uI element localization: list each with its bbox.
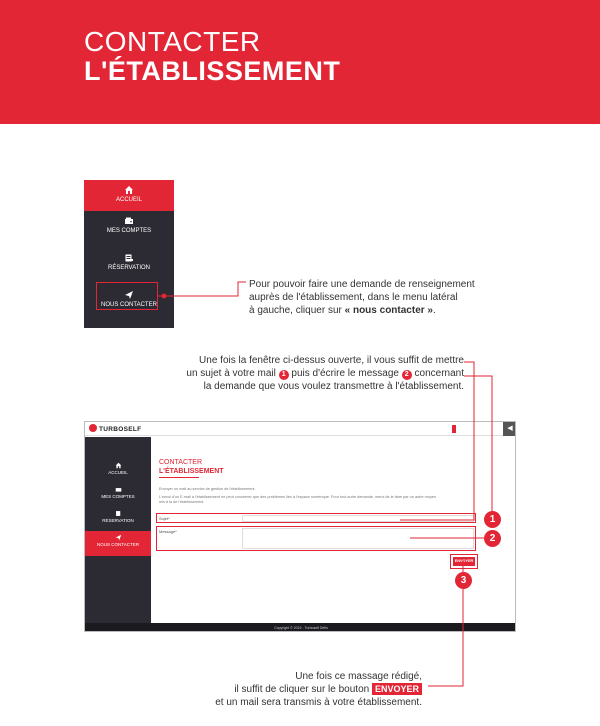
message-row <box>156 526 476 551</box>
arrow-left-icon: ◀ <box>507 425 513 432</box>
turboself-logo <box>89 424 141 433</box>
instruction-line: Une fois la fenêtre ci-dessus ouverte, il vous suffit de mettre <box>199 355 464 366</box>
instruction-form <box>140 354 464 393</box>
nous-contacter-highlight <box>96 282 158 310</box>
intro-text: mis à la de l'établissement. <box>159 500 205 504</box>
logo-icon <box>89 424 97 432</box>
badge-one: 1 <box>279 370 289 380</box>
instruction-line: et un mail sera transmis à votre établissement. <box>215 697 422 708</box>
instruction-menu <box>249 278 529 317</box>
instruction-line: auprès de l'établissement, dans le menu latéral <box>249 292 458 303</box>
calendar-icon <box>115 510 122 517</box>
instruction-line: puis d'écrire le message <box>288 368 402 379</box>
logout-button[interactable] <box>503 422 516 436</box>
message-label: Message* <box>159 529 177 534</box>
calendar-icon <box>124 253 134 263</box>
intro-text: Envoyer un mail au service de gestion de l'établissement. <box>159 487 256 491</box>
menu-item-label: MES COMPTES <box>106 228 152 234</box>
badge-two: 2 <box>402 370 412 380</box>
sidebar-item-mes-comptes[interactable] <box>85 483 151 505</box>
contact-page-screenshot <box>84 421 516 632</box>
top-bar <box>85 422 516 436</box>
instruction-punct: . <box>432 305 436 316</box>
wallet-icon <box>115 486 122 493</box>
marker-1: 1 <box>484 511 501 528</box>
send-button[interactable]: ENVOYER <box>453 557 475 566</box>
home-icon <box>124 185 134 195</box>
logo-text: TURBOSELF <box>99 426 142 433</box>
contact-title-line2: L'ÉTABLISSEMENT <box>159 468 224 475</box>
sidebar-item-accueil[interactable] <box>85 459 151 481</box>
screenshot-main <box>151 437 516 623</box>
sidebar-item-nous-contacter[interactable] <box>85 531 151 556</box>
sidebar-item-label: MES COMPTES <box>101 494 135 499</box>
footer: Copyright © 2019 - Turboself Défis <box>85 623 516 632</box>
subject-input[interactable] <box>242 515 474 522</box>
marker-2: 2 <box>484 530 501 547</box>
envoyer-inline-button: ENVOYER <box>372 683 422 695</box>
instruction-bold: « nous contacter » <box>344 305 433 316</box>
instruction-send <box>150 670 422 709</box>
sidebar-item-label: NOUS CONTACTER <box>97 542 139 547</box>
instruction-line: concernant <box>411 368 464 379</box>
page-title-line1: CONTACTER <box>84 26 261 57</box>
sidebar-item-label: ACCUEIL <box>108 470 128 475</box>
contact-title-line1: CONTACTER <box>159 459 203 466</box>
intro-text: L'envoi d'un E-mail à l'établissement ne peut concerner que des problèmes liés à l'espace numérique. Pour tout autre demande, merci de le faire par un autre moyen <box>159 495 437 499</box>
marker-3: 3 <box>455 572 472 589</box>
menu-item-label: NOUS CONTACTER <box>101 302 157 308</box>
instruction-line: la demande que vous voulez transmettre à l'établissement. <box>203 381 464 392</box>
instruction-line: à gauche, cliquer sur <box>249 305 345 316</box>
send-highlight <box>450 554 478 569</box>
screenshot-sidebar <box>85 437 151 623</box>
instruction-line: Une fois ce massage rédigé, <box>295 671 422 682</box>
user-icon[interactable] <box>449 424 459 434</box>
sidebar-item-label: RÉSERVATION <box>102 518 134 523</box>
menu-item-label: RÉSERVATION <box>107 265 150 271</box>
title-underline <box>159 477 199 478</box>
paper-plane-icon <box>115 534 122 541</box>
message-textarea[interactable] <box>242 528 474 549</box>
header-banner <box>0 0 600 124</box>
menu-item-accueil[interactable] <box>84 180 174 211</box>
menu-item-label: ACCUEIL <box>115 197 142 203</box>
home-icon <box>115 462 122 469</box>
instruction-line: il suffit de cliquer sur le bouton <box>234 684 372 695</box>
sidebar-item-reservation[interactable] <box>85 507 151 529</box>
subject-row <box>156 513 476 523</box>
wallet-icon <box>124 216 134 226</box>
instruction-line: un sujet à votre mail <box>186 368 279 379</box>
menu-item-mes-comptes[interactable] <box>84 211 174 246</box>
subject-label: Sujet* <box>159 516 170 521</box>
page-title-line2: L'ÉTABLISSEMENT <box>84 56 341 86</box>
instruction-line: Pour pouvoir faire une demande de renseignement <box>249 279 475 290</box>
menu-item-reservation[interactable] <box>84 248 174 283</box>
